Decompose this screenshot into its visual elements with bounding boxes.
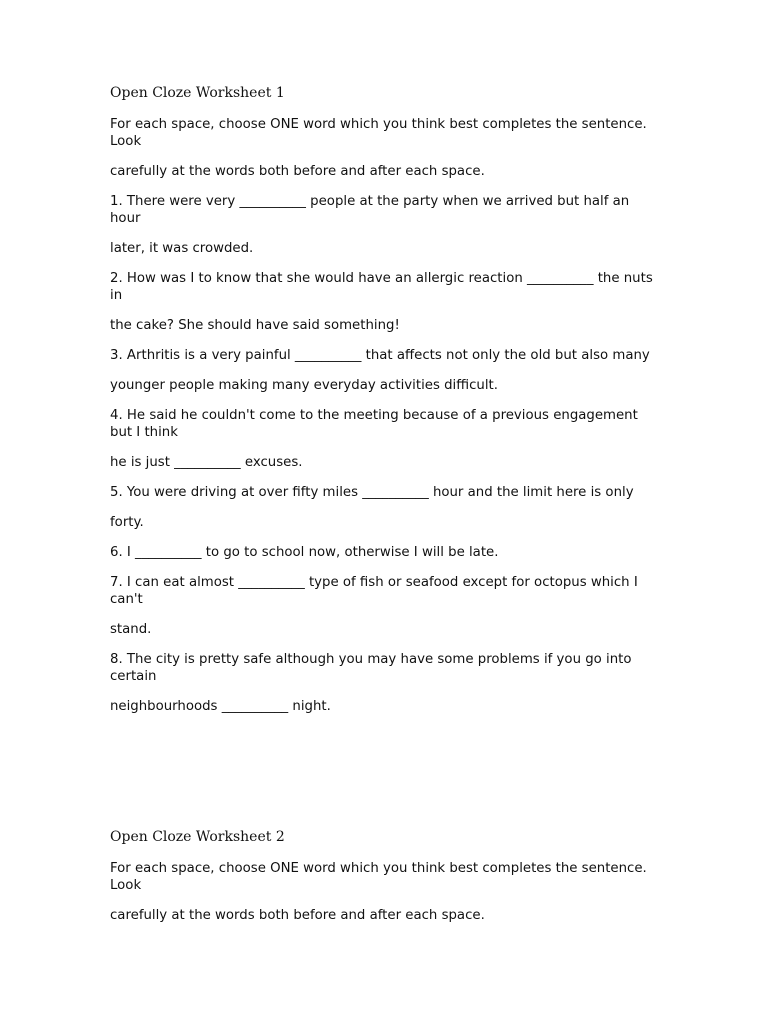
question-4: 4. He said he couldn't come to the meeting because of a previous engagement but I think	[110, 408, 638, 440]
instructions-line-2: carefully at the words both before and after each space.	[110, 908, 485, 923]
worksheet-1	[110, 85, 655, 728]
question-1-continuation: later, it was crowded.	[110, 241, 254, 256]
question-4-continuation: he is just __________ excuses.	[110, 455, 303, 470]
question-2: 2. How was I to know that she would have an allergic reaction __________ the nuts in	[110, 271, 653, 303]
question-6: 6. I __________ to go to school now, otherwise I will be late.	[110, 545, 499, 560]
worksheet-2	[110, 829, 655, 937]
question-3-continuation: younger people making many everyday activities difficult.	[110, 378, 498, 393]
question-3: 3. Arthritis is a very painful __________ that affects not only the old but also many	[110, 348, 650, 363]
worksheet-1-title: Open Cloze Worksheet 1	[110, 85, 285, 101]
question-2-continuation: the cake? She should have said something!	[110, 318, 400, 333]
worksheet-2-title: Open Cloze Worksheet 2	[110, 829, 285, 845]
instructions-line-2: carefully at the words both before and after each space.	[110, 164, 485, 179]
question-1: 1. There were very __________ people at the party when we arrived but half an hour	[110, 194, 630, 226]
instructions-line-1: For each space, choose ONE word which you think best completes the sentence. Look	[110, 117, 647, 149]
question-7-continuation: stand.	[110, 622, 152, 637]
question-5-continuation: forty.	[110, 515, 144, 530]
question-5: 5. You were driving at over fifty miles __________ hour and the limit here is only	[110, 485, 634, 500]
question-8: 8. The city is pretty safe although you may have some problems if you go into certain	[110, 652, 632, 684]
instructions-line-1: For each space, choose ONE word which you think best completes the sentence. Look	[110, 861, 647, 893]
question-7: 7. I can eat almost __________ type of fish or seafood except for octopus which I can't	[110, 575, 638, 607]
question-8-continuation: neighbourhoods __________ night.	[110, 699, 331, 714]
